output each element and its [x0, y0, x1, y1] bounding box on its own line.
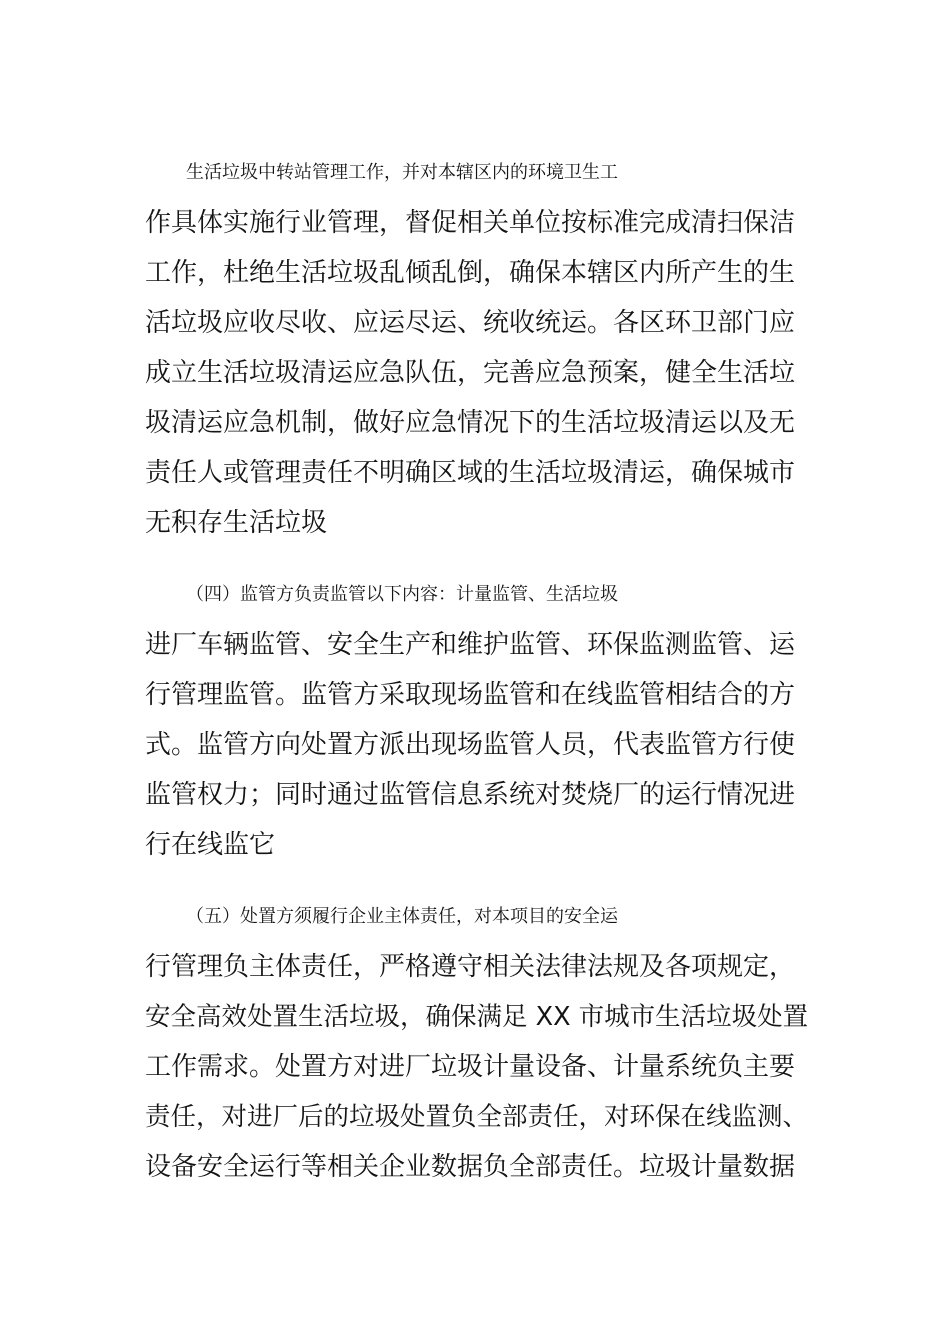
text-line: 行在线监它 — [145, 830, 276, 860]
text-line: 行管理监管。监管方采取现场监管和在线监管相结合的方 — [145, 680, 796, 710]
text-line: （五）处置方须履行企业主体责任，对本项目的安全运 — [186, 906, 618, 927]
text-line: 行管理负主体责任，严格遵守相关法律法规及各项规定， — [145, 952, 796, 982]
text-line: 无积存生活垃圾 — [145, 508, 328, 538]
text-line: 活垃圾应收尽收、应运尽运、统收统运。各区环卫部门应 — [145, 308, 796, 338]
text-line: 进厂车辆监管、安全生产和维护监管、环保监测监管、运 — [145, 630, 796, 660]
text-line: 监管权力；同时通过监管信息系统对焚烧厂的运行情况进 — [145, 780, 796, 810]
text-line: 式。监管方向处置方派出现场监管人员，代表监管方行使 — [145, 730, 796, 760]
text-line: 设备安全运行等相关企业数据负全部责任。垃圾计量数据 — [145, 1152, 796, 1182]
text-line: 责任，对进厂后的垃圾处置负全部责任，对环保在线监测、 — [145, 1102, 809, 1132]
text-line: 安全高效处置生活垃圾，确保满足 XX 市城市生活垃圾处置 — [145, 1002, 809, 1032]
text-line: 作具体实施行业管理，督促相关单位按标准完成清扫保洁 — [145, 208, 796, 238]
text-line: 工作，杜绝生活垃圾乱倾乱倒，确保本辖区内所产生的生 — [145, 258, 796, 288]
text-line: （四）监管方负责监管以下内容：计量监管、生活垃圾 — [186, 584, 618, 605]
text-line: 圾清运应急机制，做好应急情况下的生活垃圾清运以及无 — [145, 408, 796, 438]
text-line: 工作需求。处置方对进厂垃圾计量设备、计量系统负主要 — [145, 1052, 796, 1082]
text-line: 生活垃圾中转站管理工作，并对本辖区内的环境卫生工 — [186, 162, 618, 183]
text-line: 成立生活垃圾清运应急队伍，完善应急预案，健全生活垃 — [145, 358, 796, 388]
text-line: 责任人或管理责任不明确区域的生活垃圾清运，确保城市 — [145, 458, 796, 488]
